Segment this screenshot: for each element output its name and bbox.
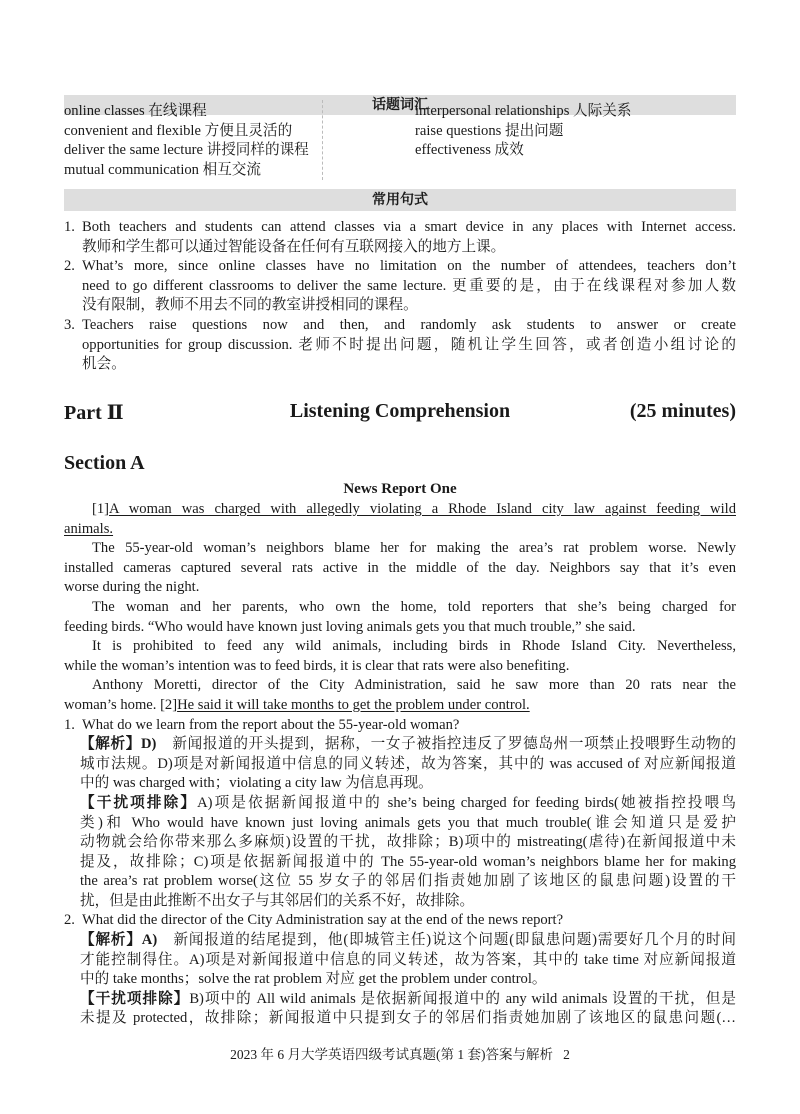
- footer-text: 2023 年 6 月大学英语四级考试真题(第 1 套)答案与解析: [230, 1047, 553, 1062]
- sentence-item: [64, 316, 736, 375]
- text-segment: 中的 was charged with；violating a city law 为信息再现。: [80, 775, 433, 792]
- text-segment: 中的 take months；solve the rat problem 对应 get the problem under control。: [80, 971, 547, 988]
- text-line: [64, 774, 736, 794]
- text-segment: A)项是依据新闻报道中的 she’s being charged for feeding birds(她被指控投喂鸟: [197, 794, 736, 811]
- vocab-item: mutual communication 相互交流: [64, 161, 261, 178]
- sentences-list: [64, 218, 736, 375]
- sentences-header: 常用句式: [64, 189, 736, 211]
- vocab-header: 话题词汇: [64, 95, 736, 115]
- text-segment: It is prohibited to feed any wild animals, including birds in Rhode Island City. Nevertheless,: [92, 638, 736, 655]
- vocab-item: effectiveness 成效: [415, 142, 524, 159]
- vocab-item: interpersonal relationships 人际关系: [415, 103, 632, 119]
- analysis-label: 【解析】D): [80, 736, 157, 753]
- text-line: [64, 578, 736, 598]
- question-block: [64, 716, 736, 912]
- vocab-item: online classes 在线课程: [64, 103, 207, 119]
- vocab-item: raise questions 提出问题: [415, 122, 564, 139]
- text-line: [64, 814, 736, 834]
- text-line: [64, 539, 736, 559]
- sentence-line: 机会。: [82, 356, 126, 373]
- text-segment: installed cameras captured several rats active in the middle of the day. Neighbors say that it’s even: [64, 559, 736, 576]
- underlined-transcript-text: animals.: [64, 520, 114, 537]
- question-text: What did the director of the City Administration say at the end of the news report?: [82, 912, 564, 929]
- text-segment: The woman and her parents, who own the home, told reporters that she’s being charged for: [92, 598, 736, 615]
- text-line: [64, 500, 736, 520]
- text-segment: woman’s home. [2]: [64, 696, 178, 713]
- page-number: 2: [563, 1047, 570, 1062]
- analysis-label: 【干扰项排除】: [80, 794, 198, 811]
- text-segment: 动物就会给你带来那么多麻烦)设置的干扰，故排除；B)项中的 mistreating(虐待)在新闻报道中未: [80, 834, 736, 851]
- text-segment: 未提及 protected，故排除；新闻报道中只提到女子的邻居们指责她加剧了该地区的鼠患问题(…: [80, 1010, 736, 1027]
- text-segment: 才能控制得住。A)项是对新闻报道中信息的同义转述，故为答案，其中的 take time 对应新闻报道: [80, 951, 736, 968]
- report-title: News Report One: [343, 481, 457, 497]
- text-line: [64, 853, 736, 873]
- question-number: 1.: [64, 716, 75, 733]
- report-and-questions: [64, 500, 736, 1029]
- text-line: [64, 637, 736, 657]
- text-segment: worse during the night.: [64, 579, 200, 596]
- underlined-transcript-text: He said it will take months to get the problem under control.: [177, 696, 530, 713]
- text-line: [64, 618, 736, 638]
- text-line: [64, 598, 736, 618]
- vocab-right-column: [415, 102, 735, 161]
- text-segment: 类)和 Who would have known just loving animals gets you that much trouble(谁会知道只是爱护: [80, 814, 736, 831]
- analysis-label: 【干扰项排除】: [80, 990, 190, 1007]
- vocab-item: deliver the same lecture 讲授同样的课程: [64, 142, 309, 159]
- page-footer: [0, 1043, 800, 1063]
- question-block: [64, 911, 736, 1029]
- text-line: [64, 990, 736, 1010]
- text-segment: B)项中的 All wild animals 是依据新闻报道中的 any wild animals 设置的干扰，但是: [189, 990, 736, 1007]
- text-segment: 新闻报道的开头提到，据称，一女子被指控违反了罗德岛州一项禁止投喂野生动物的: [156, 736, 736, 753]
- text-line: [64, 794, 736, 814]
- sentence-number: 2.: [64, 258, 75, 275]
- text-segment: while the woman’s intention was to feed birds, it is clear that rats were also benefiting.: [64, 657, 570, 674]
- vocab-item: convenient and flexible 方便且灵活的: [64, 122, 293, 139]
- text-line: [64, 951, 736, 971]
- text-line: [64, 1009, 736, 1029]
- text-line: [64, 755, 736, 775]
- text-line: [64, 657, 736, 677]
- sentence-item: [64, 218, 736, 257]
- sentence-number: 3.: [64, 316, 75, 333]
- vocab-left-column: [64, 102, 314, 180]
- sentence-line: What’s more, since online classes have no limitation on the number of attendees, teachers don’t: [82, 258, 736, 275]
- sentence-number: 1.: [64, 219, 75, 235]
- sentence-line: 没有限制，教师不用去不同的教室讲授相同的课程。: [82, 297, 418, 314]
- underlined-transcript-text: A woman was charged with allegedly violating a Rhode Island city law against feeding wild: [109, 501, 736, 517]
- analysis-label: 【解析】A): [80, 932, 158, 949]
- part-title: Listening Comprehension: [289, 400, 511, 422]
- text-line: [64, 872, 736, 892]
- section-title: Section A: [64, 452, 145, 474]
- text-segment: Anthony Moretti, director of the City Administration, said he saw more than 20 rats near the: [92, 677, 736, 694]
- sentence-item: [64, 257, 736, 316]
- question-text: What do we learn from the report about the 55-year-old woman?: [82, 716, 460, 733]
- text-line: [64, 833, 736, 853]
- text-segment: The 55-year-old woman’s neighbors blame her for making the area’s rat problem worse. Newly: [92, 540, 736, 557]
- part-label: Part Ⅱ: [64, 402, 124, 424]
- text-line: [64, 696, 736, 716]
- vocab-divider: [322, 100, 323, 180]
- text-segment: 提及，故排除；C)项是依据新闻报道中的 The 55-year-old woman’s neighbors blame her for making: [80, 853, 736, 870]
- part-time: (25 minutes): [629, 400, 736, 422]
- text-segment: 城市法规。D)项是对新闻报道中信息的同义转述，故为答案，其中的 was accused of 对应新闻报道: [80, 755, 736, 772]
- text-line: [64, 970, 736, 990]
- text-line: [64, 676, 736, 696]
- text-segment: 新闻报道的结尾提到，他(即城管主任)说这个问题(即鼠患问题)需要好几个月的时间: [157, 932, 736, 949]
- text-line: [64, 931, 736, 951]
- question-number: 2.: [64, 912, 75, 929]
- text-line: [64, 520, 736, 540]
- text-line: [64, 735, 736, 755]
- text-segment: 扰，但是由此推断不出女子与其邻居们的关系不好，故排除。: [80, 892, 475, 909]
- text-segment: the area’s rat problem worse(这位 55 岁女子的邻居们指责她加剧了该地区的鼠患问题)设置的干: [80, 873, 736, 890]
- sentence-line: opportunities for group discussion. 老师不时提出问题，随机让学生回答，或者创造小组讨论的: [82, 336, 736, 353]
- sentence-line: Teachers raise questions now and then, and randomly ask students to answer or create: [82, 316, 736, 333]
- sentence-line: need to go different classrooms to deliver the same lecture. 更重要的是，由于在线课程对参加人数: [82, 277, 736, 294]
- sentence-line: Both teachers and students can attend classes via a smart device in any places with Internet access.: [82, 219, 736, 235]
- text-segment: feeding birds. “Who would have known just loving animals gets you that much trouble,” she said.: [64, 618, 636, 635]
- text-line: [64, 892, 736, 912]
- sentence-line: 教师和学生都可以通过智能设备在任何有互联网接入的地方上课。: [82, 238, 506, 255]
- text-segment: [1]: [92, 501, 110, 517]
- text-line: [64, 559, 736, 579]
